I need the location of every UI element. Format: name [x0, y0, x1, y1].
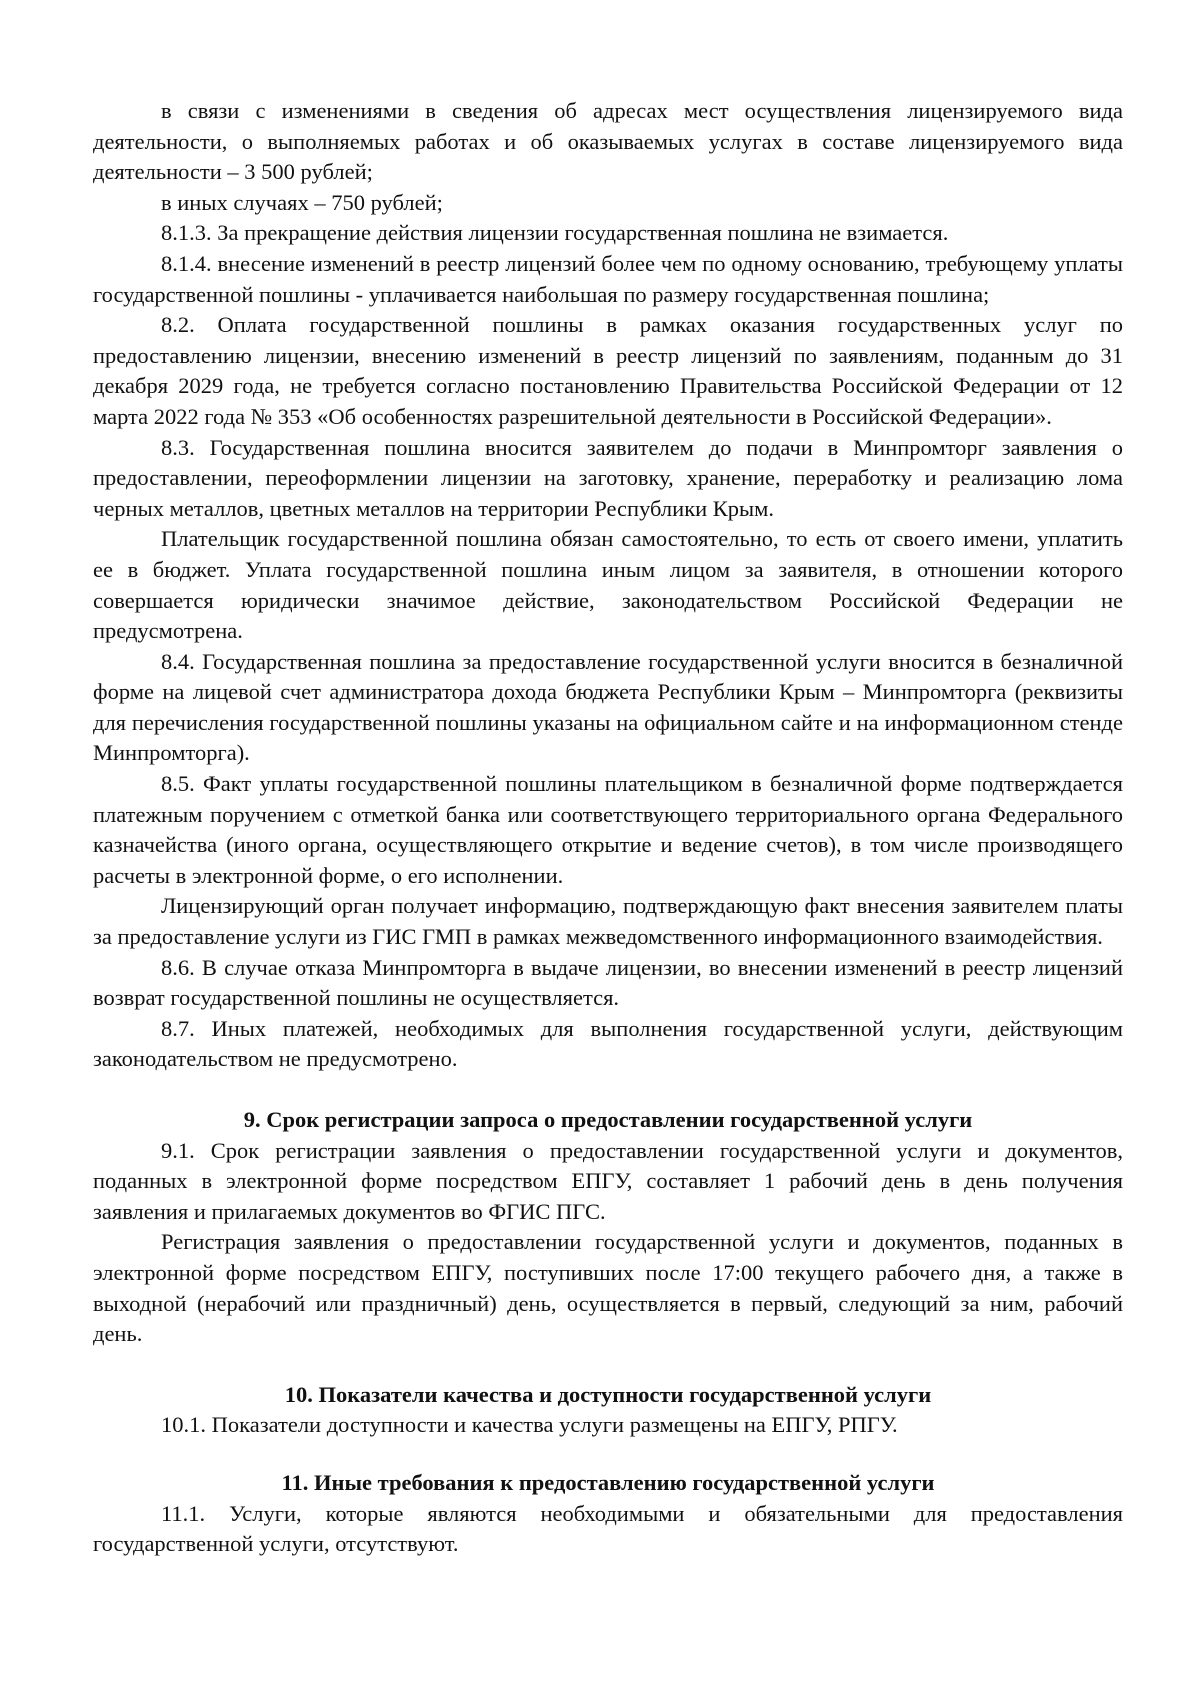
paragraph: 8.1.4. внесение изменений в реестр лицензий более чем по одному основанию, требующему уплаты государственной пошлины - уплачивается наибольшая по размеру государственная пошлина; [93, 250, 1123, 307]
section-heading: 9. Срок регистрации запроса о предоставлении государственной услуги [243, 1107, 973, 1132]
paragraph: 8.5. Факт уплаты государственной пошлины плательщиком в безналичной форме подтверждается платежным поручением с отметкой банка или соответствующего территориального органа Федерального казначейства (иного органа, осуществляющего открытие и ведение счетов), в том числе производящего расчеты в электронной форме, о его исполнении. [93, 771, 1123, 888]
paragraph: в иных случаях – 750 рублей; [161, 189, 443, 215]
paragraph: в связи с изменениями в сведения об адресах мест осуществления лицензируемого вида деятельности, о выполняемых работах и об оказываемых услугах в составе лицензируемого вида деятельности – 3 500 рублей; [93, 98, 1123, 185]
paragraph: 10.1. Показатели доступности и качества услуги размещены на ЕПГУ, РПГУ. [161, 1412, 898, 1438]
document-body [93, 96, 1123, 1560]
section-heading: 11. Иные требования к предоставлению государственной услуги [281, 1469, 935, 1495]
paragraph: 8.6. В случае отказа Минпромторга в выдаче лицензии, во внесении изменений в реестр лицензий возврат государственной пошлины не осуществляется. [93, 954, 1123, 1011]
section-spacer [93, 1441, 1123, 1468]
paragraph: 9.1. Срок регистрации заявления о предоставлении государственной услуги и документов, поданных в электронной форме посредством ЕПГУ, составляет 1 рабочий день в день получения заявления и прилагаемых документов во ФГИС ПГС. [93, 1137, 1123, 1224]
section-spacer [93, 1075, 1123, 1105]
paragraph: Регистрация заявления о предоставлении государственной услуги и документов, поданных в электронной форме посредством ЕПГУ, поступивших после 17:00 текущего рабочего дня, а также в выходной (нерабочий или праздничный) день, осуществляется в первый, следующий за ним, рабочий день. [93, 1229, 1123, 1347]
paragraph: 8.3. Государственная пошлина вносится заявителем до подачи в Минпромторг заявления о предоставлении, переоформлении лицензии на заготовку, хранение, переработку и реализацию лома черных металлов, цветных металлов на территории Республики Крым. [93, 434, 1123, 521]
paragraph: 11.1. Услуги, которые являются необходимыми и обязательными для предоставления государственной услуги, отсутствуют. [93, 1500, 1123, 1557]
section-heading: 10. Показатели качества и доступности государственной услуги [284, 1381, 932, 1407]
paragraph: 8.1.3. За прекращение действия лицензии государственная пошлина не взимается. [161, 220, 949, 246]
section-spacer [93, 1350, 1123, 1380]
paragraph: 8.7. Иных платежей, необходимых для выполнения государственной услуги, действующим законодательством не предусмотрено. [93, 1015, 1123, 1072]
paragraph: 8.2. Оплата государственной пошлины в рамках оказания государственных услуг по предоставлению лицензии, внесению изменений в реестр лицензий по заявлениям, поданным до 31 декабря 2029 года, не требуется согласно постановлению Правительства Российской Федерации от 12 марта 2022 года № 353 «Об особенностях разрешительной деятельности в Российской Федерации». [93, 312, 1123, 429]
paragraph: Плательщик государственной пошлина обязан самостоятельно, то есть от своего имени, уплатить ее в бюджет. Уплата государственной пошлина иным лицом за заявителя, в отношении которого совершается юридически значимое действие, законодательством Российской Федерации не предусмотрена. [93, 526, 1123, 644]
paragraph: Лицензирующий орган получает информацию, подтверждающую факт внесения заявителем платы за предоставление услуги из ГИС ГМП в рамках межведомственного информационного взаимодействия. [93, 893, 1123, 950]
paragraph: 8.4. Государственная пошлина за предоставление государственной услуги вносится в безналичной форме на лицевой счет администратора дохода бюджета Республики Крым – Минпромторга (реквизиты для перечисления государственной пошлины указаны на официальном сайте и на информационном стенде Минпромторга). [93, 648, 1123, 766]
